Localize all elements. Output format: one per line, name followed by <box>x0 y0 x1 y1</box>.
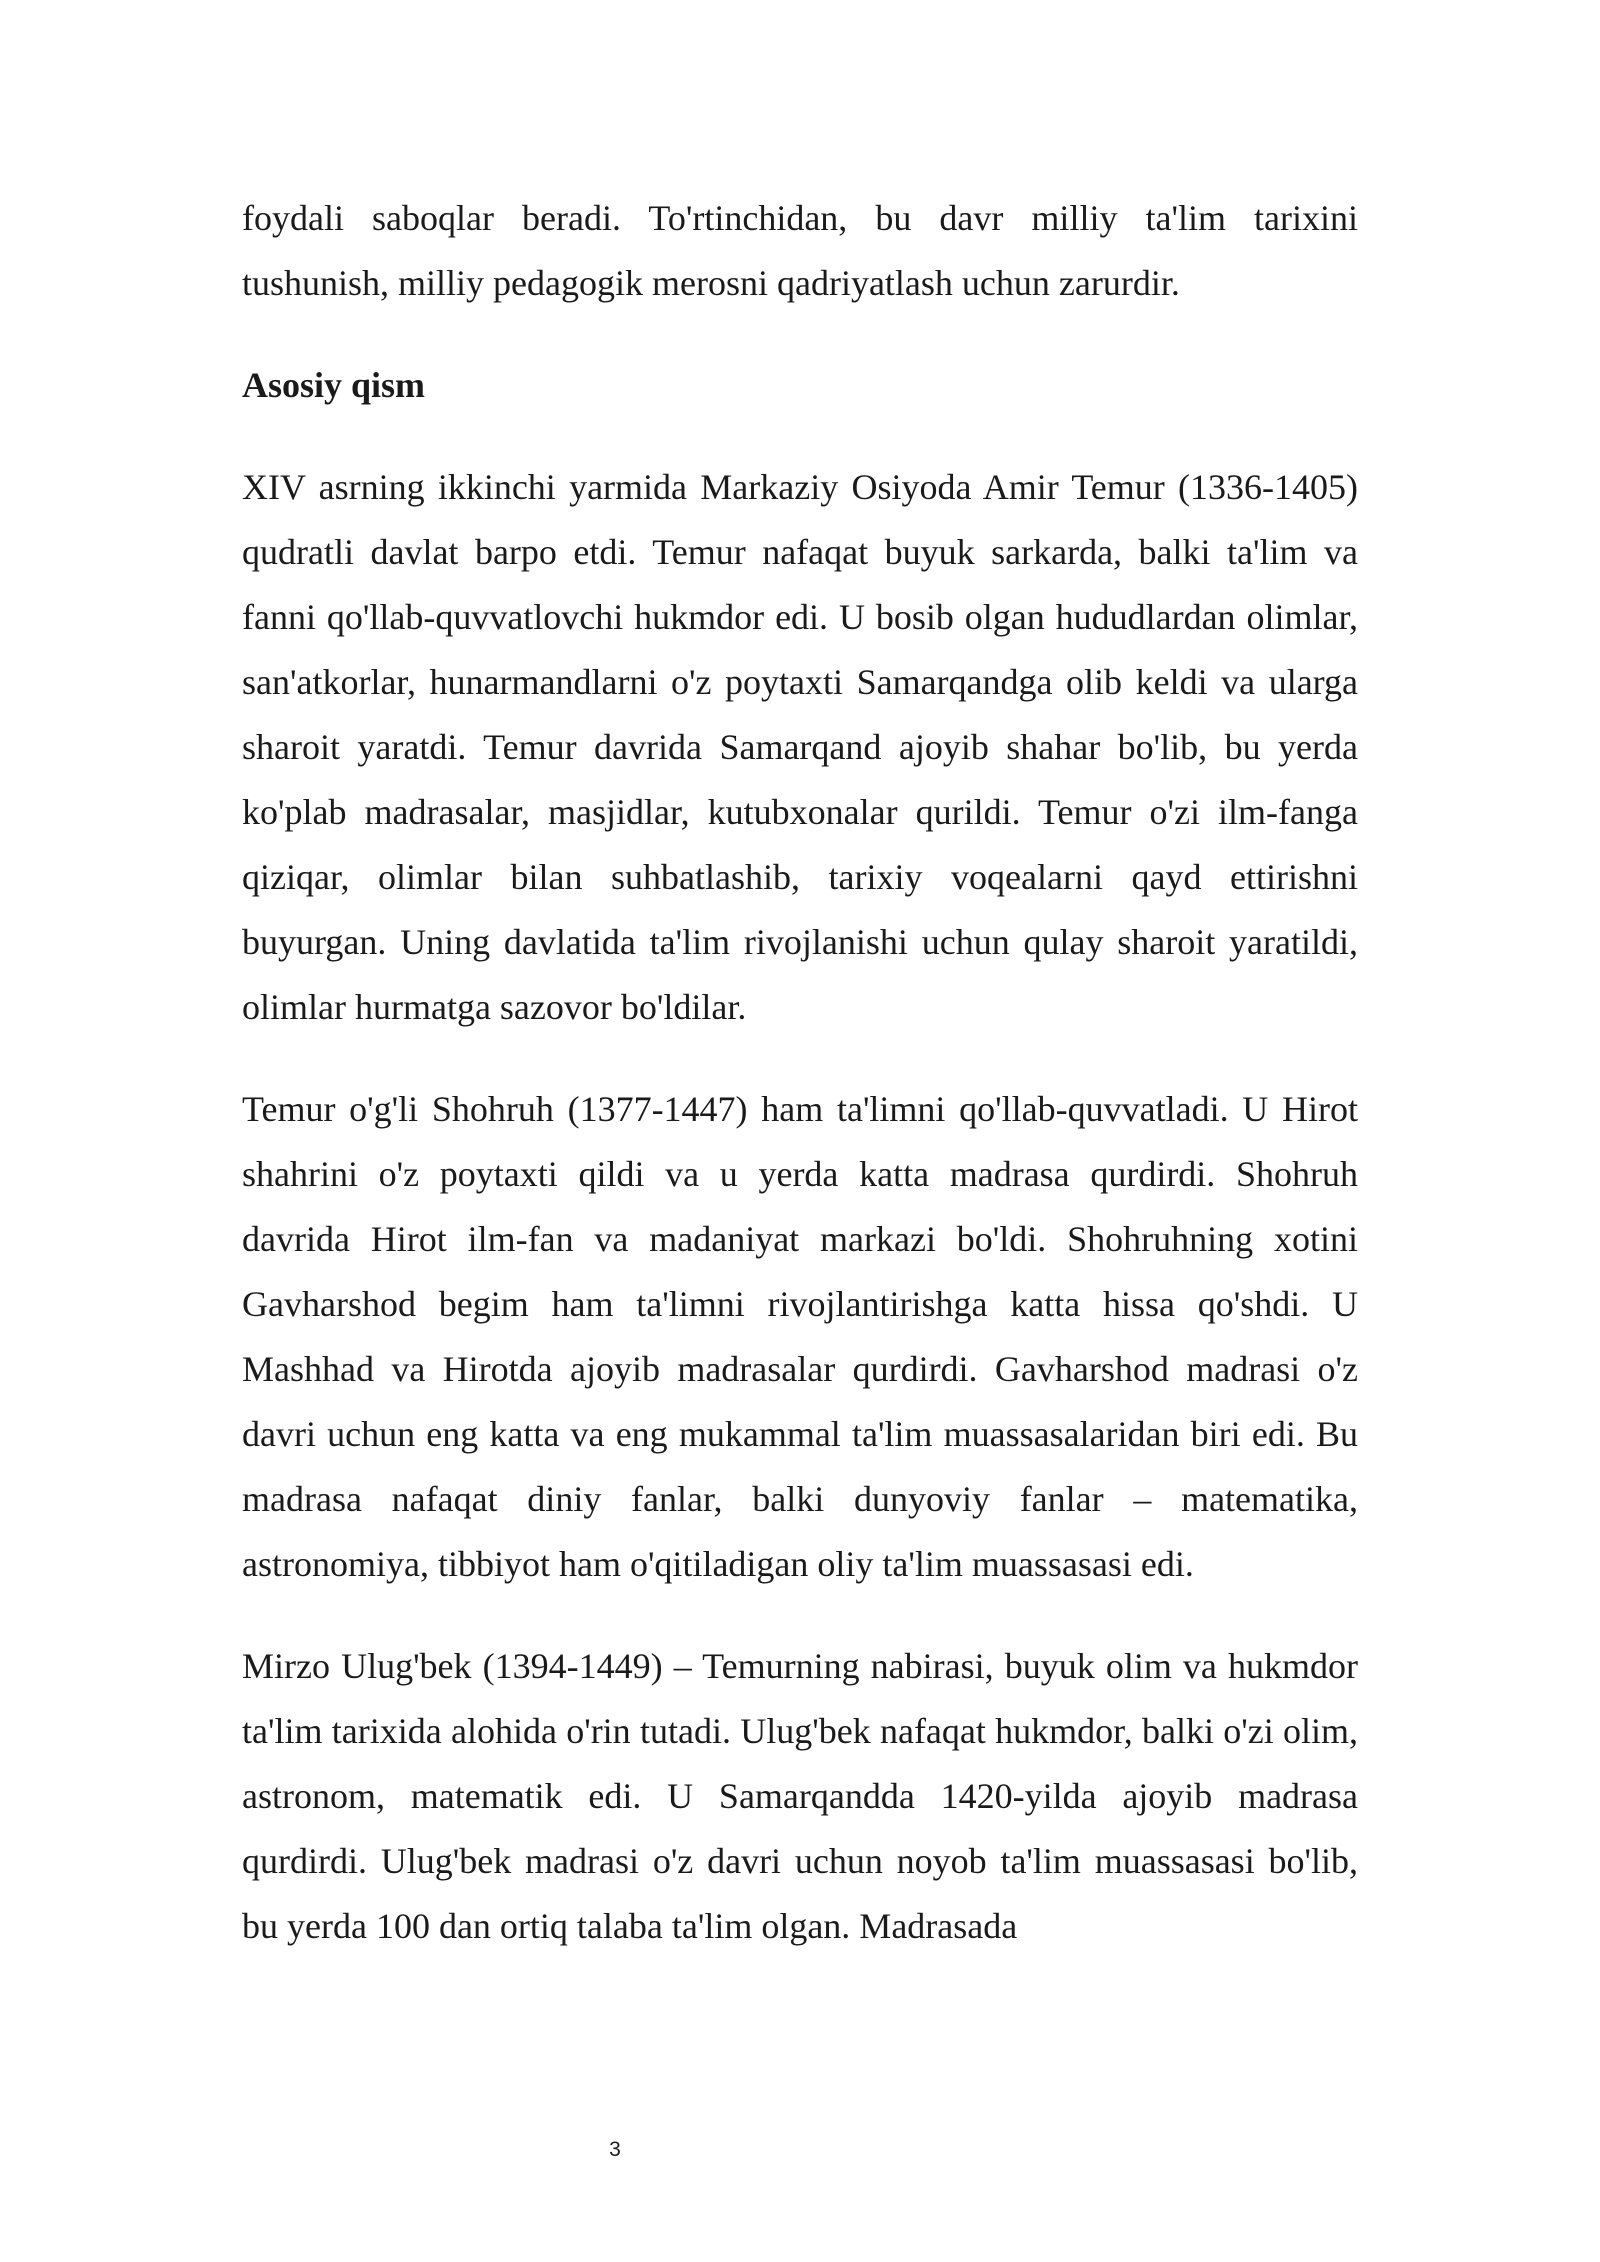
section-heading: Asosiy qism <box>242 365 426 405</box>
paragraph-intro-end: foydali saboqlar beradi. To'rtinchidan, bu davr milliy ta'lim tarixini tushunish, milliy pedagogik merosni qadriyatlash uchun zarurdir. <box>242 198 1358 303</box>
paragraph-ulugbek: Mirzo Ulug'bek (1394-1449) – Temurning nabirasi, buyuk olim va hukmdor ta'lim tarixida alohida o'rin tutadi. Ulug'bek nafaqat hukmdor, balki o'zi olim, astronom, matematik edi. U Samarqandda 1420-yilda ajoyib madrasa qurdirdi. Ulug'bek madrasi o'z davri uchun noyob ta'lim muassasasi bo'lib, bu yerda 100 dan ortiq talaba ta'lim olgan. Madrasada <box>242 1646 1358 1946</box>
paragraph-temur: XIV asrning ikkinchi yarmida Markaziy Osiyoda Amir Temur (1336-1405) qudratli davlat barpo etdi. Temur nafaqat buyuk sarkarda, balki ta'lim va fanni qo'llab-quvvatlovchi hukmdor edi. U bosib olgan hududlardan olimlar, san'atkorlar, hunarmandlarni o'z poytaxti Samarqandga olib keldi va ularga sharoit yaratdi. Temur davrida Samarqand ajoyib shahar bo'lib, bu yerda ko'plab madrasalar, masjidlar, kutubxonalar qurildi. Temur o'zi ilm-fanga qiziqar, olimlar bilan suhbatlashib, tarixiy voqealarni qayd ettirishni buyurgan. Uning davlatida ta'lim rivojlanishi uchun qulay sharoit yaratildi, olimlar hurmatga sazovor bo'ldilar. <box>242 467 1358 1027</box>
page-number: 3 <box>609 2138 621 2161</box>
document-body <box>242 186 1358 1996</box>
paragraph-shohruh: Temur o'g'li Shohruh (1377-1447) ham ta'limni qo'llab-quvvatladi. U Hirot shahrini o'z poytaxti qildi va u yerda katta madrasa qurdirdi. Shohruh davrida Hirot ilm-fan va madaniyat markazi bo'ldi. Shohruhning xotini Gavharshod begim ham ta'limni rivojlantirishga katta hissa qo'shdi. U Mashhad va Hirotda ajoyib madrasalar qurdirdi. Gavharshod madrasi o'z davri uchun eng katta va eng mukammal ta'lim muassasalaridan biri edi. Bu madrasa nafaqat diniy fanlar, balki dunyoviy fanlar – matematika, astronomiya, tibbiyot ham o'qitiladigan oliy ta'lim muassasasi edi. <box>242 1089 1358 1584</box>
